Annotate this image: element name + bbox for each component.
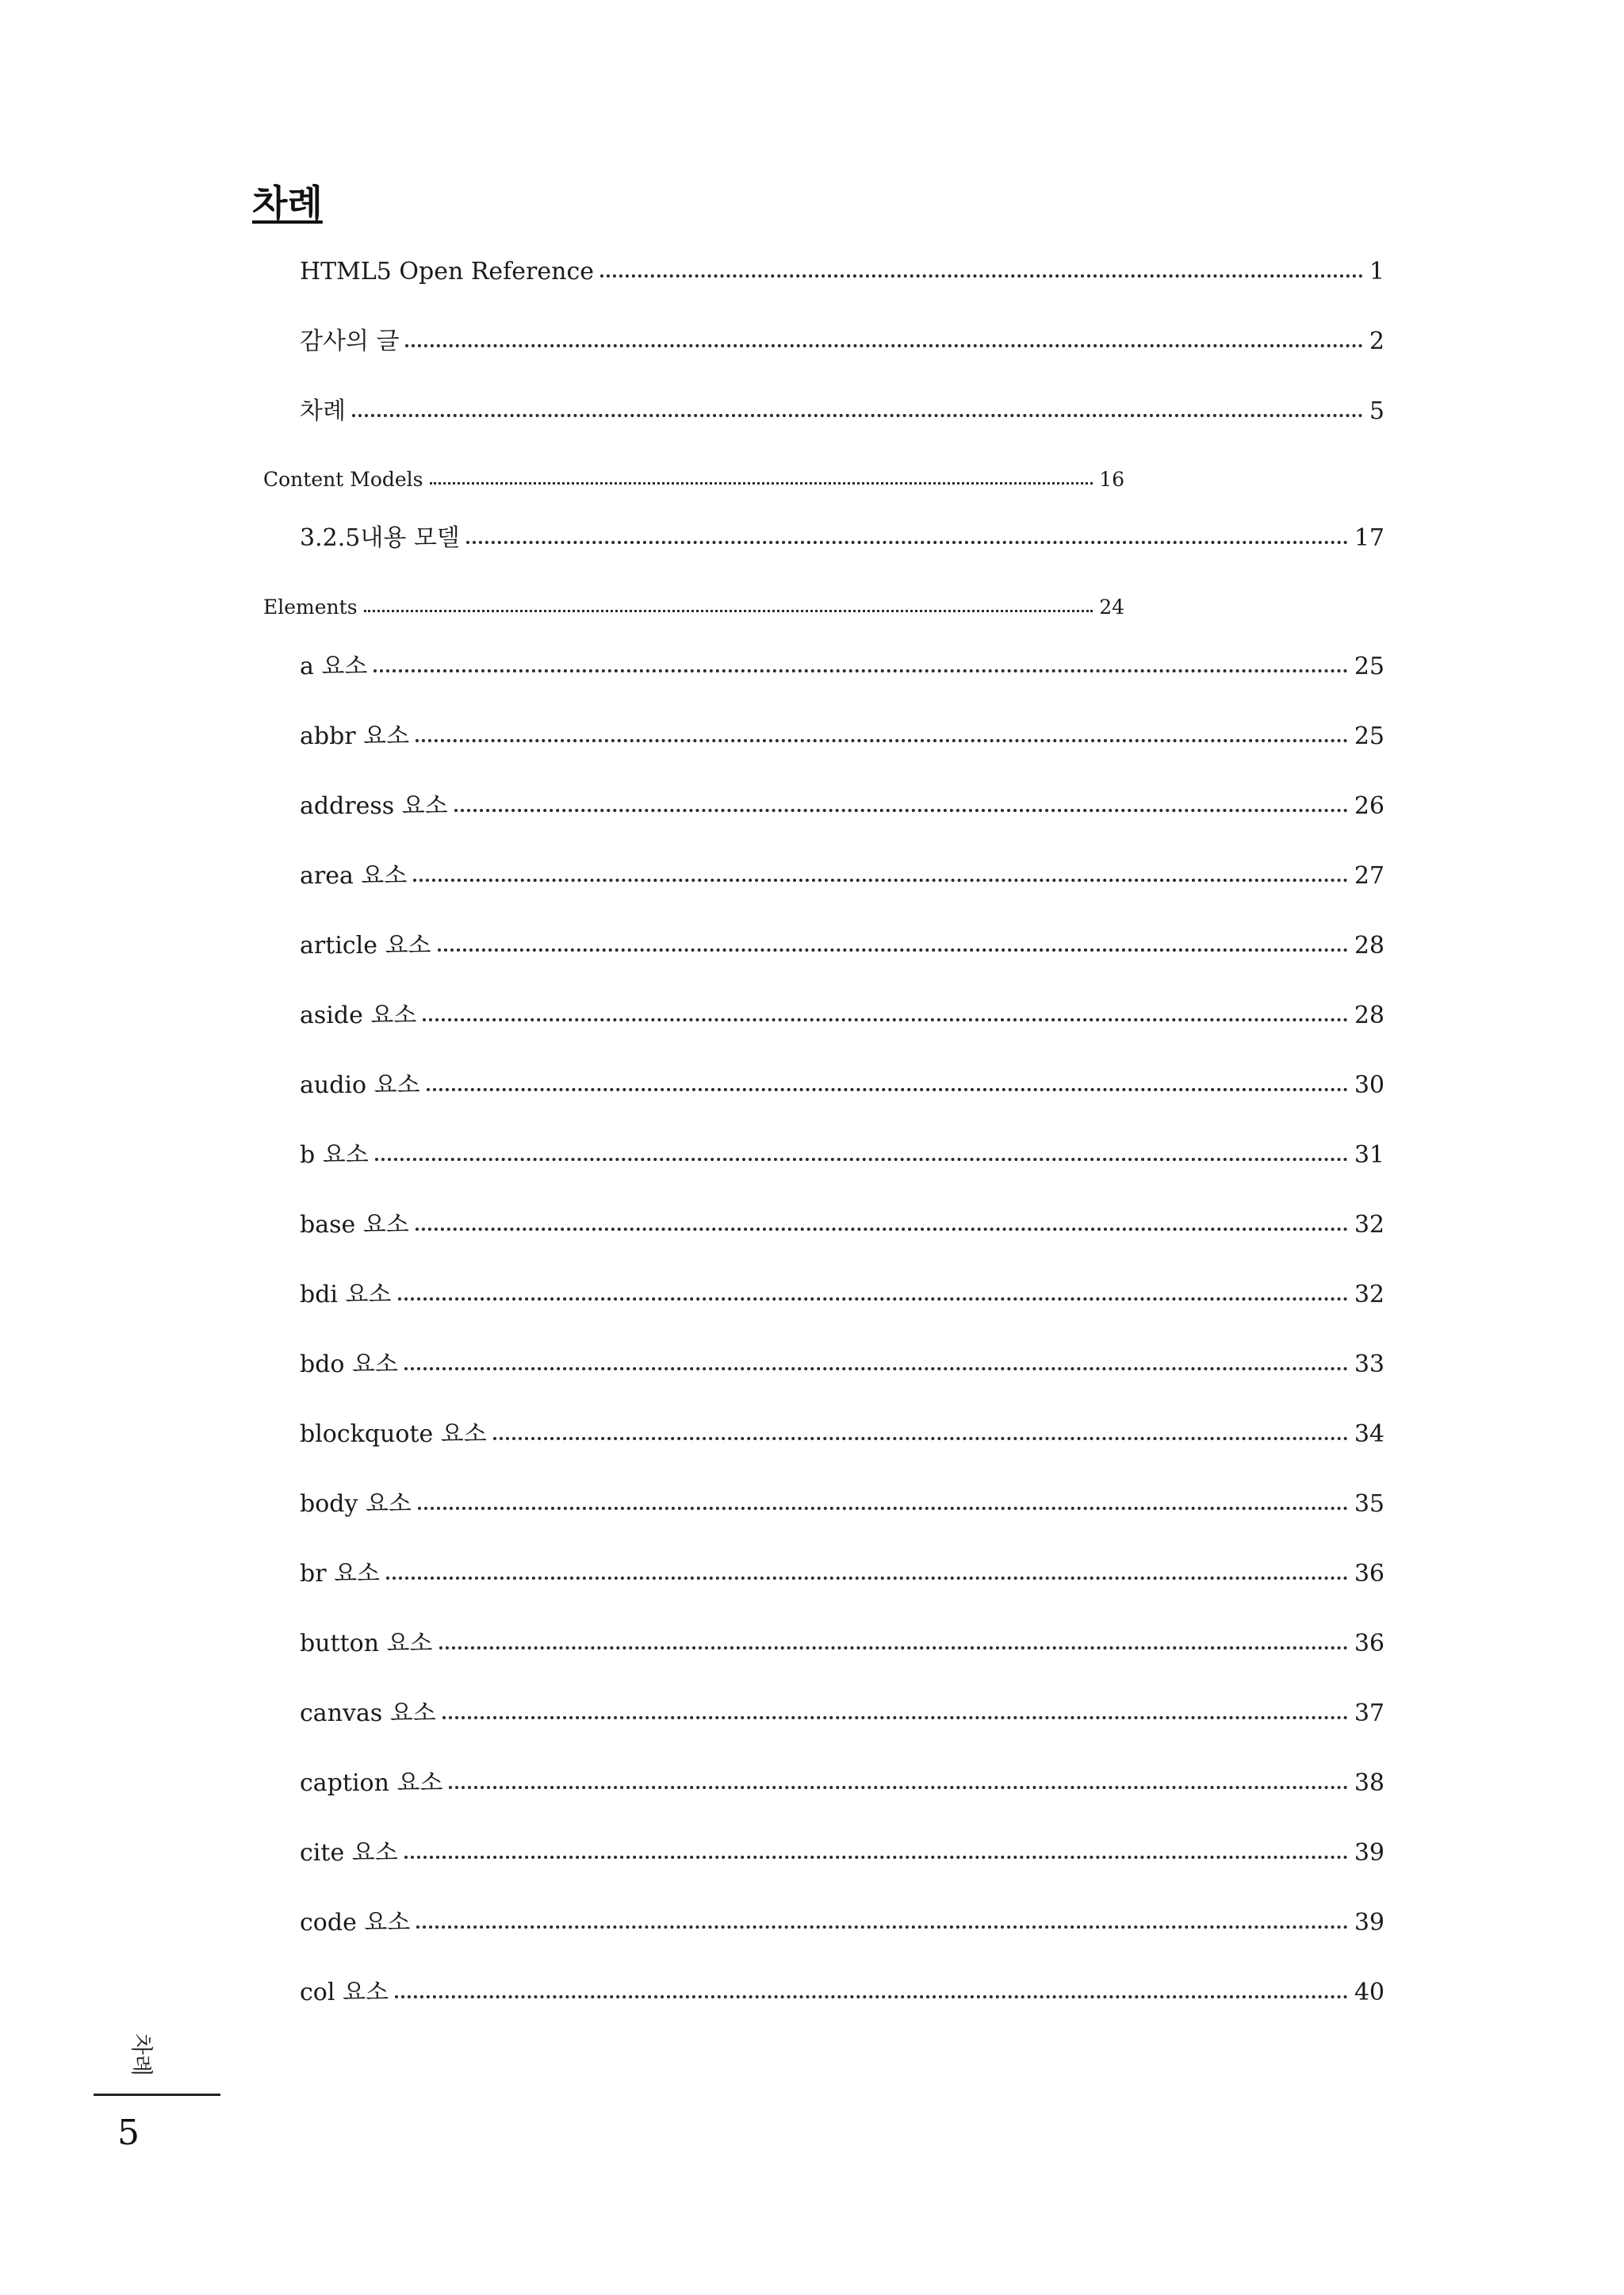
toc-entry-page: 37	[1354, 1699, 1385, 1727]
toc-entry-page: 5	[1369, 397, 1385, 425]
toc-entry-page: 30	[1354, 1071, 1385, 1099]
toc-entry-label: a 요소	[300, 653, 368, 680]
toc-entry-page: 25	[1354, 722, 1385, 750]
toc-entry-label: area 요소	[300, 862, 408, 890]
toc-entry-label: bdi 요소	[300, 1281, 392, 1308]
toc-entry-label: base 요소	[300, 1211, 409, 1239]
toc-entry[interactable]	[300, 1485, 1385, 1524]
toc-dot-leader	[438, 948, 1348, 952]
toc-dot-leader	[416, 1925, 1347, 1929]
toc-entry-label: 감사의 글	[300, 328, 400, 355]
toc-dot-leader	[352, 414, 1363, 417]
toc-entry[interactable]	[300, 996, 1385, 1036]
toc-entry[interactable]	[300, 252, 1385, 292]
toc-entry[interactable]	[300, 1624, 1385, 1664]
toc-dot-leader	[405, 344, 1362, 347]
toc-entry-page: 36	[1354, 1560, 1385, 1588]
toc-entry-label: 차례	[300, 397, 346, 425]
toc-entry-label: abbr 요소	[300, 722, 410, 750]
toc-dot-leader	[454, 809, 1348, 812]
toc-dot-leader	[416, 1228, 1348, 1231]
toc-dot-leader	[423, 1018, 1347, 1021]
toc-entry[interactable]	[300, 322, 1385, 362]
toc-entry[interactable]	[300, 1833, 1385, 1873]
toc-entry-label: Elements	[263, 596, 358, 619]
toc-dot-leader	[600, 274, 1363, 278]
toc-entry[interactable]	[300, 1973, 1385, 2013]
toc-entry[interactable]	[300, 1764, 1385, 1803]
toc-entry-page: 28	[1354, 1002, 1385, 1029]
toc-entry-label: button 요소	[300, 1630, 433, 1657]
toc-entry-page: 26	[1354, 792, 1385, 820]
toc-dot-leader	[449, 1786, 1347, 1789]
toc-entry-page: 36	[1354, 1630, 1385, 1657]
toc-entry[interactable]	[300, 647, 1385, 687]
toc-entry-label: blockquote 요소	[300, 1420, 487, 1448]
toc-dot-leader	[364, 610, 1094, 612]
toc-entry-page: 27	[1354, 862, 1385, 890]
toc-entry[interactable]	[300, 519, 1385, 558]
page-title: 차례	[252, 182, 323, 224]
toc-entry-page: 2	[1369, 328, 1385, 355]
toc-entry[interactable]	[300, 1275, 1385, 1315]
toc-entry-label: b 요소	[300, 1141, 369, 1169]
toc-entry-label: caption 요소	[300, 1769, 443, 1797]
toc-entry[interactable]	[300, 1136, 1385, 1175]
toc-entry[interactable]	[300, 392, 1385, 431]
toc-entry[interactable]	[300, 926, 1385, 966]
section-tab-label: 차례	[128, 2033, 155, 2077]
toc-entry-page: 31	[1354, 1141, 1385, 1169]
toc-entry-label: HTML5 Open Reference	[300, 258, 595, 285]
toc-entry-label: canvas 요소	[300, 1699, 436, 1727]
toc-entry-label: bdo 요소	[300, 1351, 398, 1378]
toc-entry[interactable]	[300, 1345, 1385, 1385]
toc-dot-leader	[413, 879, 1347, 882]
toc-entry[interactable]	[300, 1694, 1385, 1734]
section-tab	[123, 2027, 163, 2082]
toc-dot-leader	[373, 669, 1347, 672]
toc-entry-label: br 요소	[300, 1560, 381, 1588]
toc-entry-label: aside 요소	[300, 1002, 417, 1029]
toc-entry-label: code 요소	[300, 1909, 411, 1937]
toc-entry[interactable]	[300, 1903, 1385, 1943]
toc-entry-label: audio 요소	[300, 1071, 420, 1099]
toc-entry-label: cite 요소	[300, 1839, 398, 1867]
toc-entry[interactable]	[300, 1205, 1385, 1245]
toc-entry-page: 32	[1354, 1281, 1385, 1308]
toc-entry-page: 28	[1354, 932, 1385, 960]
toc-entry-page: 17	[1354, 524, 1385, 552]
toc-entry-page: 25	[1354, 653, 1385, 680]
toc-entry-label: address 요소	[300, 792, 448, 820]
toc-entry[interactable]	[263, 464, 1124, 504]
toc-dot-leader	[404, 1367, 1348, 1370]
toc-dot-leader	[416, 739, 1348, 742]
toc-entry-page: 24	[1099, 596, 1124, 619]
toc-entry-page: 16	[1099, 468, 1124, 491]
toc-entry-page: 40	[1354, 1979, 1385, 2006]
toc-entry-label: col 요소	[300, 1979, 389, 2006]
toc-entry[interactable]	[300, 856, 1385, 896]
toc-dot-leader	[418, 1507, 1348, 1510]
toc-entry-page: 1	[1369, 258, 1385, 285]
toc-dot-leader	[430, 482, 1094, 485]
toc-entry[interactable]	[300, 1415, 1385, 1454]
toc-dot-leader	[442, 1716, 1348, 1719]
toc-entry-label: body 요소	[300, 1490, 412, 1518]
toc-entry[interactable]	[300, 1554, 1385, 1594]
toc-entry-page: 32	[1354, 1211, 1385, 1239]
toc-entry-page: 34	[1354, 1420, 1385, 1448]
toc-dot-leader	[398, 1297, 1348, 1301]
toc-entry-label: article 요소	[300, 932, 431, 960]
toc-dot-leader	[404, 1856, 1348, 1859]
toc-entry-page: 35	[1354, 1490, 1385, 1518]
toc-entry-page: 38	[1354, 1769, 1385, 1797]
toc-dot-leader	[427, 1088, 1348, 1091]
toc-dot-leader	[493, 1437, 1348, 1440]
toc-entry-page: 39	[1354, 1909, 1385, 1937]
toc-entry[interactable]	[300, 717, 1385, 757]
toc-entry-page: 39	[1354, 1839, 1385, 1867]
toc-entry[interactable]	[300, 787, 1385, 826]
toc-entry[interactable]	[300, 1066, 1385, 1105]
toc-dot-leader	[395, 1995, 1348, 1998]
toc-entry-label: 3.2.5내용 모델	[300, 524, 460, 552]
toc-entry[interactable]	[263, 592, 1124, 631]
footer-divider	[94, 2094, 220, 2096]
toc-dot-leader	[375, 1158, 1348, 1161]
toc-dot-leader	[466, 541, 1348, 544]
toc-dot-leader	[386, 1577, 1348, 1580]
page-number: 5	[117, 2113, 140, 2153]
toc-dot-leader	[439, 1646, 1348, 1649]
toc-entry-label: Content Models	[263, 468, 423, 491]
toc-entry-page: 33	[1354, 1351, 1385, 1378]
